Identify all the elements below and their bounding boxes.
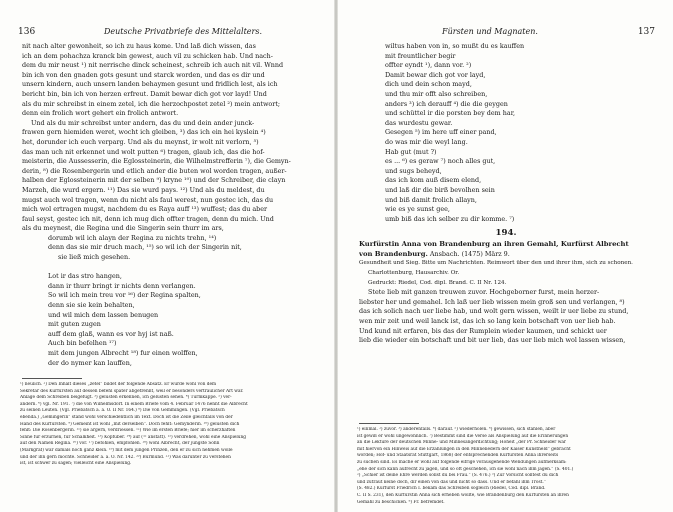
- text-line: mich wol ertragen mugst, nachdem du es Raya auff ¹³) wuffest; das du aber: [22, 205, 268, 214]
- text-line: sie ließ mich gesehen.: [58, 253, 131, 262]
- text-line: Und kund nit erfaren, bis das der Rumplein wieder kaumen, und schickt uer: [359, 326, 607, 335]
- letter-place-date: Ansbach. (1475) März 9.: [429, 249, 510, 258]
- verse-line: offter eyndt ¹), dann vor. ²): [385, 61, 472, 70]
- verse-line: das wurdestu gewar.: [385, 118, 453, 127]
- letter-text: [359, 288, 653, 346]
- text-line: [22, 263, 316, 273]
- text-line: nit nach alter gewonheit, so ich zu haus kome. Und laß dich wissen, das: [22, 42, 256, 50]
- verse-line: do was mir die weyl lang.: [385, 137, 468, 146]
- text-line: mugst auch wol tragen, wenn du nicht als faul werest, nun gestec ich, das du: [22, 195, 274, 204]
- footnote-line: ebenda.) „Gemingerin“ stand wohl verschiedentlich im Text. Doch ist die Zeile gleichfalls von der: [20, 414, 233, 420]
- letter-source: Gedruckt: Riedel, Cod. dipl. Brand. C. II Nr. 124.: [368, 279, 507, 286]
- footnote-line: zu suchen sind. Es mache er wohl auf folgende eifrige vorausgehende Wendungen aufmerksam:: [357, 459, 567, 465]
- verse-line: wiltus haben von in, so mußt du es kauffen: [385, 42, 525, 50]
- footnote-line: Gemahl zu beschicken. ⁸) Fr. befremdet.: [357, 499, 445, 505]
- verse-line: Damit bewar dich got vor layd,: [385, 70, 486, 79]
- footnote-line: (S. 482.) Kurfürst Friedrich I. bekam das Schreiben sogleich (Riedel, Cod. dipl. Brand.: [357, 486, 546, 492]
- text-line: Auch bin befelhen ¹⁷): [48, 339, 117, 348]
- verse-line: mit freuntlicher begir: [385, 51, 456, 60]
- text-line: bericht bin, bin ich von herzen erfreut. Damit bewar dich got vor layd! Und: [22, 89, 267, 98]
- footnote-line: fehlt: Die Rosenbergerin. ¹¹) sie ärgern, verdriessen. ¹²) Wie im ersten Briefe; hier im scherzhaften: [20, 428, 236, 434]
- text-line: auff dem glaß, wann es vor hyj ist naß.: [48, 329, 174, 338]
- footnote-line: worden; Hof- und Staatsrat Stuttgart, 1868) der entsprechenden Kurfürsten Anna ihrerseits: [357, 453, 559, 459]
- footnote-line: „ehe der sich kann aufrecht zu jagen, und so oft geschehen, ich sie wohl nach ihm jagen.“ (S. 401.): [357, 466, 574, 472]
- letter-title-recipient: von Brandenburg.: [359, 249, 428, 258]
- letter-location: Charlottenburg, Hausarchiv. Or.: [368, 270, 460, 277]
- footnote-line: ¹) einmal. ²) zuvor. ³) anderenfalls. ⁴) darauf. ⁵) wiederholen. ⁶) gewissen, sich stählen, aber: [357, 427, 556, 432]
- text-line: denn ein frolich wort gehert ein frolich antwort.: [22, 109, 179, 118]
- text-line: meisterin, die Aussesserin, die Eglossteinerin, die Wilhelmstrefferin ⁷), die Gemyn-: [22, 157, 291, 166]
- footnote-line: Hand des Kurfürsten. ⁹) Gemeint ist wohl „mit derselben“. Doch fehlt: Gemynderin. ¹⁰) gelüsten dich: [20, 421, 240, 427]
- text-line: faul seyst, gestec ich nit, denn ich mug dich offter tragen, denn du mich. Und: [22, 214, 274, 223]
- footnote-line: an die Lektüre der deutschen Minne- und Minnesängerdichtung; Hoheit „der Pr. Schneider war: [357, 440, 566, 446]
- footnote-line: ist, ist schwer zu sagen; vielleicht eine Anspielung.: [20, 461, 132, 467]
- left-page-header: [18, 26, 318, 38]
- footnote-line: ²) „Schier ist deine Ehre werden sollst du bei Frau.“ (S. 476.) ³) Zur Vorsicht solltest du dich: [357, 473, 559, 479]
- footnote-line: Sinne für erzürnen, für Schalkheit. ¹³) Kopfüber. ¹⁴) auf (= anstatt). ¹⁵) verdrehen, wohl eine Anspielung: [20, 434, 247, 440]
- text-line: dem du mir neust ¹) nit nerrische dinck scheinest, schreib ich auch nit vil. Wnnd: [22, 61, 284, 70]
- right-footnotes: [357, 427, 655, 506]
- text-line: bin ich von den gnaden gots gesunt und starck worden, und das es dir und: [22, 70, 265, 79]
- footnote-line: mit hiervon ein Hinweis auf die Erzählungen in den Minneliedern der Kaiser Kunstheld“ gebracht: [357, 446, 571, 452]
- verse-line: und sugs beheyd,: [385, 166, 442, 175]
- footnote-line: (Markgraf) war damals noch ganz klein. ¹⁹) mit dem jungen Prinzen, den er zu sich nehmen wolle: [20, 447, 233, 453]
- text-line: lieb die wieder ein botschaft und bit uer lieb, das uer lieb mich wol lassen wissen,: [359, 336, 626, 345]
- left-running-head: Deutsche Privatbriefe des Mittelalters.: [103, 27, 262, 36]
- right-verse-block: [359, 42, 653, 224]
- verse-line: anders ³) ich derauff ⁴) die die geygen: [385, 99, 508, 108]
- text-line: ich an dem pohachza kranck bin gewest, auch vil zu schicken hab. Und nach-: [22, 51, 273, 60]
- left-page-body: [22, 42, 316, 368]
- letter-number: 194.: [495, 228, 517, 239]
- right-footnote-rule: [359, 423, 419, 424]
- text-line: als du mir schreibst in einem zetel, ich die herzochpostet zetel ²) mein antwort;: [22, 99, 281, 108]
- text-line: und wil mich dem lassen benugen: [48, 310, 159, 319]
- footnote-line: ¹) neulich. ²) Den Inhalt dieses „zetel“ bildet der folgende Absatz. Er wurde wohl von dem: [20, 382, 217, 387]
- right-page-header: [355, 26, 655, 38]
- footnote-line: ändern. ⁶) vgl. Nr. 191. ⁷) die von Wilhelmsdorf. In einem Briefe vom 4. Februar 1476 nennt die Albrecht: [20, 401, 248, 407]
- left-page: [0, 0, 336, 512]
- text-line: Lot ir das stro hangen,: [48, 272, 122, 281]
- footnote-line: auf den Namen Regina. ¹⁶) vor. ¹⁷) befohlen, empfohlen. ¹⁸) wohl Albrecht, der jüngste Sohn: [20, 441, 220, 447]
- footnote-line: Sekretär des Kurfürsten auf dessen befehl später abgetrennt, weil er besonders vertraulicher Art war.: [20, 388, 244, 394]
- text-line: dorumb wil ich alayn der Regina zu nichts trehn, ¹⁴): [48, 233, 217, 242]
- text-line: das ich solich nach uer liebe hab, und wolt gern wissen, weilt ir uer liebe zu stund,: [359, 307, 629, 316]
- verse-line: und thu mir offt also schreiben,: [385, 89, 488, 98]
- text-line: frawen gern hiemiden weret, wocht ich gleiben, ³) das ich ein hei kyslein ⁴): [22, 128, 266, 137]
- text-line: der do nymer kan lauffen,: [48, 358, 132, 367]
- verse-line: Gesegen ⁵) im here uff einer pand,: [385, 128, 497, 137]
- verse-line: Hab gut (mut ?): [385, 147, 437, 156]
- verse-line: und biß damit frolich allayn,: [385, 195, 477, 204]
- verse-line: und laß dir die birß bevolhen sein: [385, 185, 495, 194]
- footnote-line: C. II S. 231), den Kurfürstin Anna sich erheben wollte, wie Brandenburg den Kurfürsten an ihren: [357, 492, 569, 498]
- footnote-line: zu seinen Leuten. (Vgl. Priebatsch a. a. O. II Nr. 164.) ⁸) Die von Gemmingen. (Vgl. Priebatsch: [20, 408, 225, 414]
- text-line: Stete lieb mit ganzen treuwen zuvor. Hochgeborner furst, mein herzer-: [368, 288, 600, 297]
- right-running-head: Fürsten und Magnaten.: [442, 27, 538, 36]
- text-line: wen mir zeit und weil lanck ist, das ich so lang kein botschaft von uer lieb hab.: [359, 317, 616, 326]
- text-line: unsern kindern, auch unsern landen behaymen gesunt und fridlich lest, als ich: [22, 80, 278, 89]
- text-line: derin, ⁸) die Rosenbergerin und etlich ander die buten wol worden tragen, außer-: [22, 166, 287, 175]
- letter-title-line-2: [359, 250, 653, 260]
- letter-summary: Gesundheit und Sieg. Bitte um Nachrichten. Reimwort über den und ihrer ihm, sich zu schonen.: [359, 260, 633, 267]
- text-line: dann ir thurr bringt ir nichts denn verlangen.: [48, 281, 196, 290]
- text-line: liebster her und gemahel. Ich laß uer lieb wissen mein groß sen und verlangen, ⁸): [359, 297, 625, 306]
- left-page-number: 136: [18, 27, 36, 37]
- footnote-line: und zutraut keine doch, dir einen von das und nicht so dass. Und er befahl ihm Trost.“: [357, 479, 546, 485]
- verse-line: wie es ye sunst gee,: [385, 205, 450, 214]
- verse-line: umb biß das ich selber zu dir komme. ⁷): [385, 214, 515, 223]
- right-page: [337, 0, 673, 512]
- verse-line: es ... ⁶) es geraw ⁷) noch alles gut,: [385, 157, 496, 166]
- footnote-line: Anlage dem Schreiben beigefügt. ³) gelüsten erkennen, ich gelüsten sehen. ⁴) Turmkappe. ⁵) ver-: [20, 395, 232, 401]
- text-line: halben der Eglossteinerin mit der selben ⁹) kryne ¹⁰) und der Schreiber, die clayn: [22, 176, 286, 185]
- left-footnote-rule: [22, 378, 82, 379]
- right-page-body: [359, 42, 653, 346]
- text-line: Und als du mir schreibst unter andern, das du und dein ander junck-: [31, 118, 255, 127]
- text-line: denn sie sie kein behalten,: [48, 301, 135, 310]
- verse-line: dich und dein schon mayd,: [385, 80, 472, 89]
- text-line: als du meynest, die Regina und die Singerin sein thurr im ars,: [22, 224, 224, 233]
- text-line: das man uch nit erkennet und wolt putten ⁶) tragen, glaub ich, das die hof-: [22, 147, 265, 156]
- verse-line: das ich kom auß disem elend,: [385, 176, 482, 185]
- text-line: mit dem jungen Albrecht ¹⁸) fur einen wolffen,: [48, 349, 198, 357]
- footnote-line: und der ihn gern mochte. Schneider a. a. O. Nr. 142. ²⁰) Burmund. ²¹) Was darunter zu verstehen: [20, 454, 231, 460]
- text-line: mit guten zugen: [48, 320, 101, 329]
- text-line: het, dorunder ich euch verparg. Und als du meynst, ir wolt nit verlorn, ⁵): [22, 137, 259, 146]
- footnote-line: ist gewiß er wohl ungewöhnlich. ⁷) Bestimmt sind die Verse als Anspielung auf die Erinnerungen: [357, 433, 569, 439]
- text-line: denn das sie mir druch mach, ¹⁵) so wil ich der Singerin nit,: [48, 243, 242, 252]
- verse-line: und schüttel ir die porsten bey dem har,: [385, 109, 516, 118]
- right-page-number: 137: [637, 27, 655, 37]
- text-line: So wil ich mein treu vor ¹⁶) der Regina spalten,: [48, 291, 201, 300]
- letter-title-line-1: Kurfürstin Anna von Brandenburg an ihren Gemahl, Kurfürst Albrecht: [359, 240, 629, 249]
- left-footnotes: [20, 382, 318, 468]
- text-line: Marzeh, die wurd ergern. ¹¹) Das sie wurd pays. ¹²) Und als du meldest, du: [22, 185, 265, 194]
